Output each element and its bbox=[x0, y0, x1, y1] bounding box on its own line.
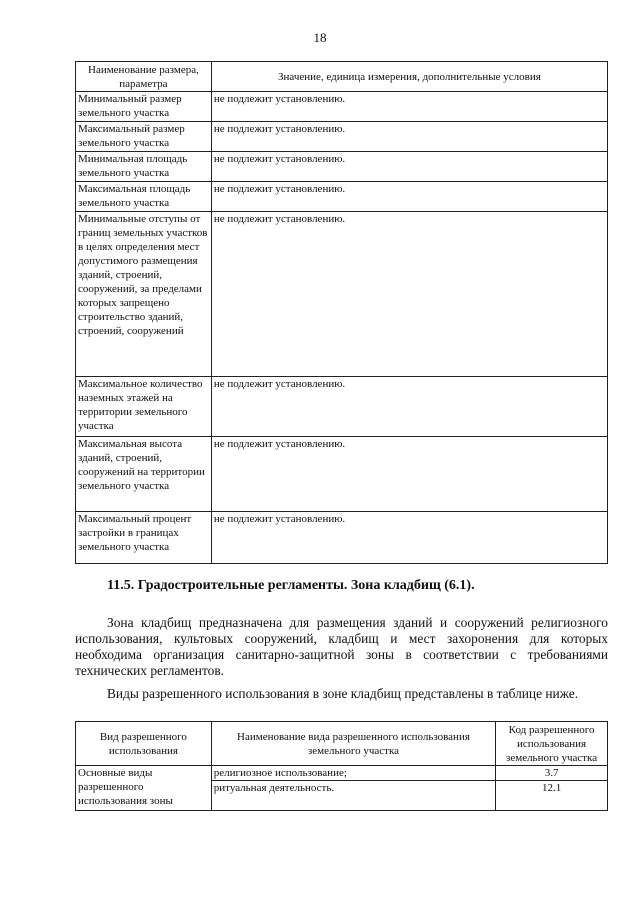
table-row bbox=[76, 152, 608, 182]
permitted-uses-table bbox=[75, 721, 608, 811]
use-name-cell: ритуальная деятельность. bbox=[211, 781, 495, 811]
table-row bbox=[76, 766, 608, 781]
param-value-cell: не подлежит установлению. bbox=[211, 92, 607, 122]
param-name-cell: Максимальное количество наземных этажей на территории земельного участка bbox=[76, 377, 212, 437]
param-value-cell: не подлежит установлению. bbox=[211, 182, 607, 212]
page-number: 18 bbox=[313, 30, 327, 45]
column-header-use-code: Код разрешенного использования земельного участка bbox=[496, 722, 608, 766]
parameters-table bbox=[75, 61, 608, 564]
param-name-cell: Максимальный размер земельного участка bbox=[76, 122, 212, 152]
param-value-cell: не подлежит установлению. bbox=[211, 152, 607, 182]
paragraph-table-intro: Виды разрешенного использования в зоне кладбищ представлены в таблице ниже. bbox=[107, 686, 579, 701]
column-header-use-name: Наименование вида разрешенного использования земельного участка bbox=[211, 722, 495, 766]
param-value-cell: не подлежит установлению. bbox=[211, 122, 607, 152]
use-code-cell: 3.7 bbox=[496, 766, 608, 781]
use-code-cell: 12.1 bbox=[496, 781, 608, 811]
param-name-cell: Максимальная высота зданий, строений, сооружений на территории земельного участка bbox=[76, 437, 212, 512]
use-group-cell: Основные виды разрешенного использования зоны bbox=[76, 766, 212, 811]
table-row bbox=[76, 182, 608, 212]
table-row bbox=[76, 437, 608, 512]
table-row bbox=[76, 92, 608, 122]
param-name-cell: Минимальные отступы от границ земельных участков в целях определения мест допустимого размещения зданий, строений, сооружений, за пределами которых запрещено строительство зданий, строений, сооружений bbox=[76, 212, 212, 377]
param-value-cell: не подлежит установлению. bbox=[211, 212, 607, 377]
table-row bbox=[76, 512, 608, 564]
column-header-use-type: Вид разрешенного использования bbox=[76, 722, 212, 766]
param-name-cell: Минимальный размер земельного участка bbox=[76, 92, 212, 122]
table-header-row bbox=[76, 722, 608, 766]
param-value-cell: не подлежит установлению. bbox=[211, 437, 607, 512]
param-value-cell: не подлежит установлению. bbox=[211, 512, 607, 564]
param-name-cell: Максимальная площадь земельного участка bbox=[76, 182, 212, 212]
table-row bbox=[76, 122, 608, 152]
table-header-row bbox=[76, 62, 608, 92]
section-heading: 11.5. Градостроительные регламенты. Зона кладбищ (6.1). bbox=[107, 578, 475, 593]
column-header-value: Значение, единица измерения, дополнительные условия bbox=[211, 62, 607, 92]
param-name-cell: Максимальный процент застройки в границах земельного участка bbox=[76, 512, 212, 564]
use-name-cell: религиозное использование; bbox=[211, 766, 495, 781]
table-row bbox=[76, 377, 608, 437]
param-value-cell: не подлежит установлению. bbox=[211, 377, 607, 437]
column-header-parameter: Наименование размера, параметра bbox=[76, 62, 212, 92]
param-name-cell: Минимальная площадь земельного участка bbox=[76, 152, 212, 182]
table-row bbox=[76, 212, 608, 377]
paragraph-zone-purpose: Зона кладбищ предназначена для размещения зданий и сооружений религиозного использования, культовых сооружений, кладбищ и мест захоронения для которых необходима организация санитарно-защитной зоны в соответствии с требованиями технических регламентов. bbox=[75, 615, 608, 678]
